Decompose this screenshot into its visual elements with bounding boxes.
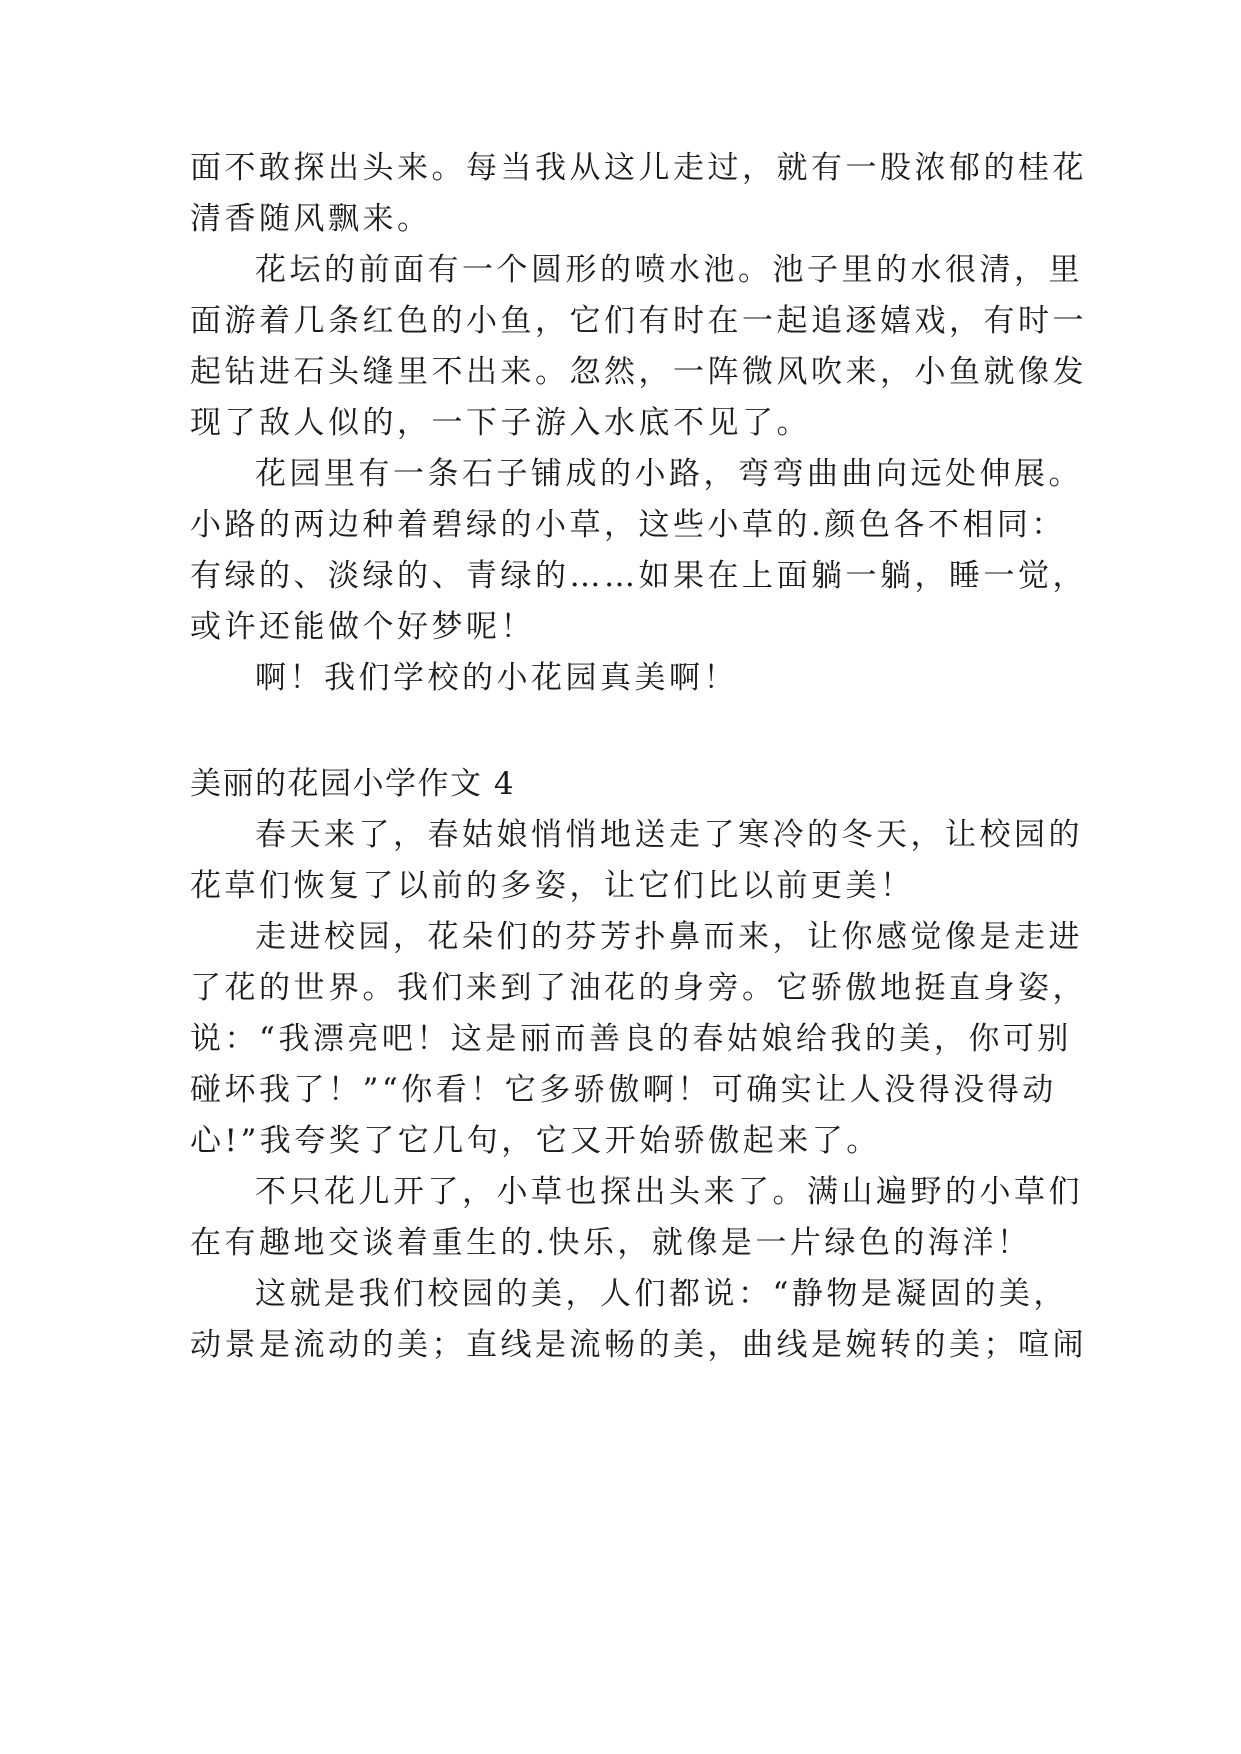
text-line: 清香随风飘来。 (190, 201, 432, 237)
paragraph-first-line: 不只花儿开了，小草也探出头来了。满山遍野的小草们 (255, 1174, 1083, 1210)
text-line: 面不敢探出头来。每当我从这儿走过，就有一股浓郁的桂花 (190, 150, 1087, 186)
paragraph-first-line: 春天来了，春姑娘悄悄地送走了寒冷的冬天，让校园的 (255, 817, 1083, 853)
paragraph-first-line: 花坛的前面有一个圆形的喷水池。池子里的水很清，里 (255, 252, 1083, 288)
paragraph-first-line: 花园里有一条石子铺成的小路，弯弯曲曲向远处伸展。 (255, 456, 1083, 492)
paragraph-first-line: 走进校园，花朵们的芬芳扑鼻而来，让你感觉像是走进 (255, 919, 1083, 955)
paragraph-first-line: 这就是我们校园的美，人们都说：“静物是凝固的美， (255, 1276, 1068, 1312)
text-line: 现了敌人似的，一下子游入水底不见了。 (190, 405, 811, 441)
text-line: 花草们恢复了以前的多姿，让它们比以前更美！ (190, 868, 915, 904)
text-line: 了花的世界。我们来到了油花的身旁。它骄傲地挺直身姿， (190, 970, 1087, 1006)
text-line: 心!”我夸奖了它几句，它又开始骄傲起来了。 (190, 1123, 881, 1159)
text-line: 动景是流动的美；直线是流畅的美，曲线是婉转的美；喧闹 (190, 1327, 1087, 1363)
text-line: 起钻进石头缝里不出来。忽然，一阵微风吹来，小鱼就像发 (190, 354, 1087, 390)
text-line: 碰坏我了！”“你看！它多骄傲啊！可确实让人没得没得动 (190, 1072, 1057, 1108)
text-line: 小路的两边种着碧绿的小草，这些小草的.颜色各不相同： (190, 507, 1066, 543)
text-line: 在有趣地交谈着重生的.快乐，就像是一片绿色的海洋！ (190, 1225, 1032, 1261)
paragraph-first-line: 啊！我们学校的小花园真美啊！ (255, 660, 738, 696)
text-line: 有绿的、淡绿的、青绿的……如果在上面躺一躺，睡一觉， (190, 558, 1087, 594)
text-line: 说：“我漂亮吧！这是丽而善良的春姑娘给我的美，你可别 (190, 1021, 1072, 1057)
text-line: 或许还能做个好梦呢！ (190, 609, 535, 645)
section-title: 美丽的花园小学作文 4 (190, 766, 516, 802)
text-line: 面游着几条红色的小鱼，它们有时在一起追逐嬉戏，有时一 (190, 303, 1087, 339)
